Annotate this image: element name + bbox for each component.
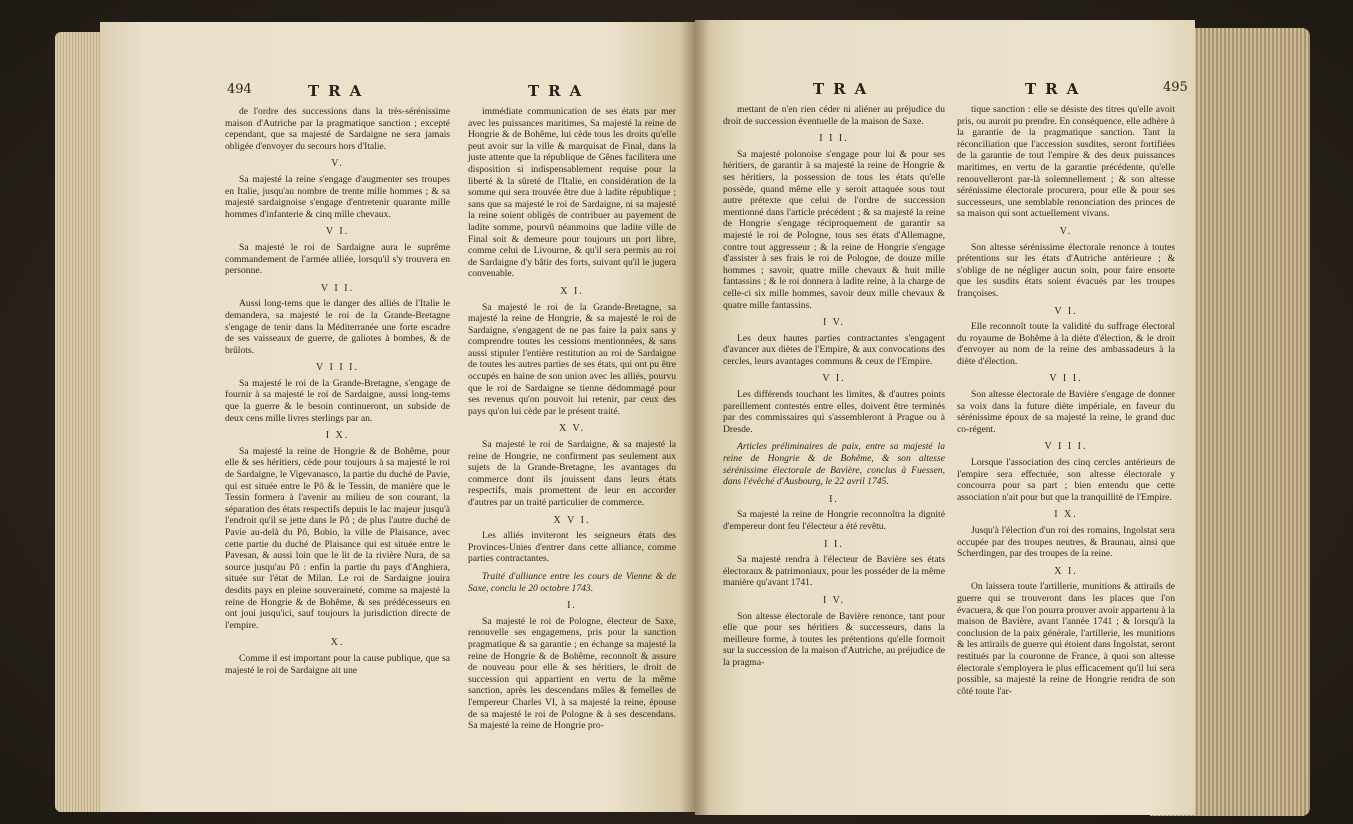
paragraph: Sa majesté la reine de Hongrie reconnoîtra la dignité d'empereur dont feu l'électeur a été revêtu.: [723, 509, 945, 532]
right-column-1: [723, 104, 945, 675]
article-number: V I I I.: [315, 362, 360, 374]
article-number: V I.: [325, 226, 350, 238]
paragraph: immédiate communication de ses états par mer avec les puissances maritimes, Sa majesté la reine de Hongrie & de Bohême, lui cède tous les droits qu'elle peut avoir sur la ville & marquisat de Final, dans la juste attente que la république de Gênes facilitera une disposition si indispensablement requise pour la liberté & la sûreté de l'Italie, en considération de la somme qui sera trouvée être due à ladite république ; sans que sa majesté le roi de Sardaigne, ni sa majesté la reine soient obligés de contribuer au payement de ladite somme, pourvû néanmoins que ladite ville de Final soit & demeure pour toujours un port libre, comme celui de Livourne, & qu'il sera permis au roi de Sardaigne d'y bâtir des forts, suivant qu'il le jugera convenable.: [468, 106, 676, 280]
paragraph: Sa majesté rendra à l'électeur de Bavière ses états électoraux & patrimoniaux, pour les posséder de la même manière qu'avant 1741.: [723, 554, 945, 589]
paragraph: Son altesse sérénissime électorale renonce à toutes prétentions sur les états d'Autriche antérieure ; & s'oblige de ne négliger aucun soin, pour faire ensorte que les susdits états soient évacués par les troupes françoises.: [957, 241, 1175, 299]
treaty-heading: Traité d'alliance entre les cours de Vienne & de Saxe, conclu le 20 octobre 1743.: [468, 570, 676, 594]
running-head-left-2: TRA: [528, 82, 591, 100]
article-number: X I.: [560, 285, 584, 297]
article-number: V.: [1059, 225, 1073, 237]
article-number: X.: [330, 637, 345, 649]
paragraph: Sa majesté le roi de Pologne, électeur de Saxe, renouvelle ses engagemens, pris pour la sanction pragmatique & sa garantie ; en échange sa majesté la reine de Hongrie & de Bohême, reconnoît & assure de nouveau pour elle & ses héritiers, le droit de succession qui appartient en vertu de la même sanction, après les descendans mâles & femelles de l'empereur Charles VI, à sa majesté la reine, épouse de sa majesté le roi de Pologne & à ses descendans. Sa majesté la reine de Hongrie pro-: [468, 615, 676, 732]
article-number: V.: [331, 158, 344, 170]
right-page: [695, 20, 1195, 815]
article-number: V I I I.: [1044, 441, 1088, 453]
paragraph: Sa majesté la reine s'engage d'augmenter ses troupes en Italie, jusqu'au nombre de trente mille hommes ; & sa majesté sardaignoise s'engage d'entretenir quarante mille hommes d'infanterie & cinq mille chevaux.: [225, 173, 450, 220]
paragraph: mettant de n'en rien céder ni aliéner au préjudice du droit de succession éventuelle de la maison de Saxe.: [723, 104, 945, 127]
article-number: I.: [829, 493, 839, 505]
paragraph: Sa majesté le roi de Sardaigne, & sa majesté la reine de Hongrie, ne confirment pas seulement aux sujets de la Grande-Bretagne, les avantages du commerce dont ils jouissent dans leurs états respectifs, mais promettent de leur en accorder d'autres par un traité particulier de commerce.: [468, 439, 676, 508]
paragraph: Son altesse électorale de Bavière s'engage de donner sa voix dans la future diète impériale, en faveur du sérénissime époux de sa majesté la reine, le grand duc co-régent.: [957, 389, 1175, 435]
paragraph: Sa majesté le roi de Sardaigne aura le suprême commandement de l'armée alliée, lorsqu'il s'y trouvera en personne.: [225, 241, 450, 277]
paragraph: Comme il est important pour la cause publique, que sa majesté le roi de Sardaigne ait une: [225, 652, 450, 676]
paragraph: Sa majesté polonoise s'engage pour lui & pour ses héritiers, de garantir à sa majesté la reine de Hongrie & ses héritiers, la possession de tous les états qu'elle possède, quand même elle y seroit attaquée sous tout autre prétexte que celui de l'ordre de succession mentionné dans l'article précédent ; & sa majesté la reine de Hongrie s'engage réciproquement de garantir sa majesté le roi de Pologne, tous ses états d'Allemagne, contre tout aggresseur ; & la reine de Hongrie s'engage d'assister à ses frais le roi de Pologne, de douze mille hommes ; savoir, quatre mille chevaux & huit mille fantassins ; & le roi donnera à ladite reine, à la charge de celle-ci six mille hommes, savoir deux mille chevaux & quatre mille fantassins.: [723, 148, 945, 311]
article-number: I V.: [822, 317, 846, 329]
paragraph: Son altesse électorale de Bavière renonce, tant pour elle que pour ses héritiers & successeurs, dans la meilleure forme, à toutes les prétentions qu'elle formoit sur la succession de la maison d'Autriche, au préjudice de la pragma-: [723, 610, 945, 668]
paragraph: Aussi long-tems que le danger des alliés de l'Italie le demandera, sa majesté le roi de la Grande-Bretagne s'engage de tenir dans la Méditerranée une forte escadre de ses vaisseaux de guerre, de galiotes à bombes, & de brûlots.: [225, 298, 450, 356]
paragraph: On laissera toute l'artillerie, munitions & attirails de guerre qui se trouveront dans les places que l'on évacuera, & que l'on pourra prouver avoir appartenu à la maison de Bavière, avant l'année 1741 ; & lorsqu'à la conclusion de la paix générale, l'artillerie, les munitions & les attirails de guerre qui étoient dans Ingolstat, seront restitués par la couronne de France, à quoi son altesse électorale s'employera le plus efficacement qu'il lui sera possible, sa majesté la reine de Hongrie rendra de son côté toute l'ar-: [957, 581, 1175, 697]
paragraph: Lorsque l'association des cinq cercles antérieurs de l'empire sera effectuée, son altesse électorale y concourra pour sa part ; bien entendu que cette association n'ait pour but que la tranquillité de l'Empire.: [957, 457, 1175, 503]
article-number: V I.: [822, 373, 846, 385]
article-number: V I.: [1054, 305, 1078, 317]
paragraph: Les alliés inviteront les seigneurs états des Provinces-Unies d'entrer dans cette alliance, comme parties contractantes.: [468, 530, 676, 565]
page-number-left: 494: [227, 82, 252, 97]
left-column-1: [225, 106, 450, 682]
article-number: I X.: [325, 430, 350, 442]
article-number: I X.: [1054, 509, 1078, 521]
article-number: X I.: [1054, 565, 1078, 577]
article-number: I I I.: [819, 133, 849, 145]
book-gutter: [680, 20, 710, 815]
article-number: I.: [567, 600, 577, 612]
running-head-right: TRA: [813, 80, 876, 98]
paragraph: Sa majesté le roi de la Grande-Bretagne, sa majesté la reine de Hongrie, & sa majesté le roi de Sardaigne, s'engagent de ne pas faire la paix sans y comprendre toutes les cessions mentionnées, & sans aussi stipuler l'entière restitution au roi de Sardaigne de toutes les autres parties de ses états, qui ont pu être occupés en haine de son union avec les alliés, pourvu que le roi de Sardaigne se tienne dédommagé pour ses revenus qu'on pouvoit lui retenir, par ceux des pays qu'on lui cède par le présent traité.: [468, 301, 676, 417]
article-number: V I I.: [320, 282, 355, 294]
right-column-2: [957, 104, 1175, 703]
page-number-right: 495: [1163, 80, 1188, 95]
running-head-left: TRA: [308, 82, 371, 100]
article-number: I I.: [824, 538, 844, 550]
article-number: X V I.: [553, 514, 591, 526]
paragraph: Les deux hautes parties contractantes s'engagent d'avancer aux diètes de l'Empire, & aux convocations des cercles, leurs avantages communs & ceux de l'Empire.: [723, 332, 945, 367]
article-number: I V.: [822, 594, 846, 606]
paragraph: Jusqu'à l'élection d'un roi des romains, Ingolstat sera occupée par des troupes neutres, & Braunau, ainsi que Scherdingen, par des troupes de la reine.: [957, 525, 1175, 560]
paragraph: Elle reconnoît toute la validité du suffrage électoral du royaume de Bohême à la diète d'élection, & le droit d'envoyer au nom de la reine des ambassadeurs à la diète d'élection.: [957, 321, 1175, 367]
running-head-right-2: TRA: [1025, 80, 1088, 98]
paragraph: tique sanction : elle se désiste des titres qu'elle avoit pris, ou auroit pu prendre. En conséquence, elle adhère à la garantie de la pragmatique sanction. Tant la réconciliation que l'accession susdites, seront fortifiées de la garantie de tout l'empire & des deux puissances maritimes, en vertu de la garantie précédente, qu'elle renouvelleront par-là solemnellement ; & son altesse sérénissime électorale procurera, pour elle & pour ses successeurs, une semblable renonciation des princes de sa maison qui sont actuellement vivans.: [957, 104, 1175, 220]
paragraph: Sa majesté la reine de Hongrie & de Bohême, pour elle & ses héritiers, cède pour toujours à sa majesté le roi de Sardaigne, le Vigevanasco, la partie du duché de Pavie, qui est située entre le Pô & le Tessin, de manière que le Tessin formera à l'avenir au milieu de son courant, la séparation des états respectifs depuis le lac majeur jusqu'à l'endroit qu'il se jette dans le Pô ; de plus l'autre duché de Pavie au-delà du Pô, Bobio, la ville de Plaisance, avec cette partie du duché de Plaisance qui est située entre le Pavesan, & aussi loin que le lit de la rivière Nura, de sa source jusqu'au Pô : enfin la partie du pays d'Anghiera, située sur l'état de Milan. Le roi de Sardaigne jouira desdits pays en pleine souveraineté, comme sa majesté la reine de Hongrie & de Bohême, & ses prédécesseurs en ont joui jusqu'ici, sauf toujours la jurisdiction directe de l'empire.: [225, 445, 450, 631]
paragraph: Les différends touchant les limites, & d'autres points pareillement contestés entre elles, doivent être terminés par des commissaires qui s'assembleront à Prague ou à Dresde.: [723, 389, 945, 435]
paragraph: Sa majesté le roi de la Grande-Bretagne, s'engage de fournir à sa majesté le roi de Sardaigne, aussi long-tems que la guerre & le besoin continueront, un subside de deux cens mille livres sterlings par an.: [225, 377, 450, 424]
treaty-heading: Articles préliminaires de paix, entre sa majesté la reine de Hongrie & de Bohême, & son altesse sérénissime électorale de Bavière, conclus à Fuessen, dans l'évêché d'Ausbourg, le 22 avril 1745.: [723, 441, 945, 488]
left-column-2: [468, 106, 676, 738]
paragraph: de l'ordre des successions dans la très-sérénissime maison d'Autriche par la pragmatique sanction ; excepté cependant, que sa majesté de Sardaigne ne sera jamais obligée d'envoyer du secours hors d'Italie.: [225, 106, 450, 152]
article-number: X V.: [559, 423, 585, 435]
left-page: [100, 22, 695, 812]
article-number: V I I.: [1049, 373, 1083, 385]
